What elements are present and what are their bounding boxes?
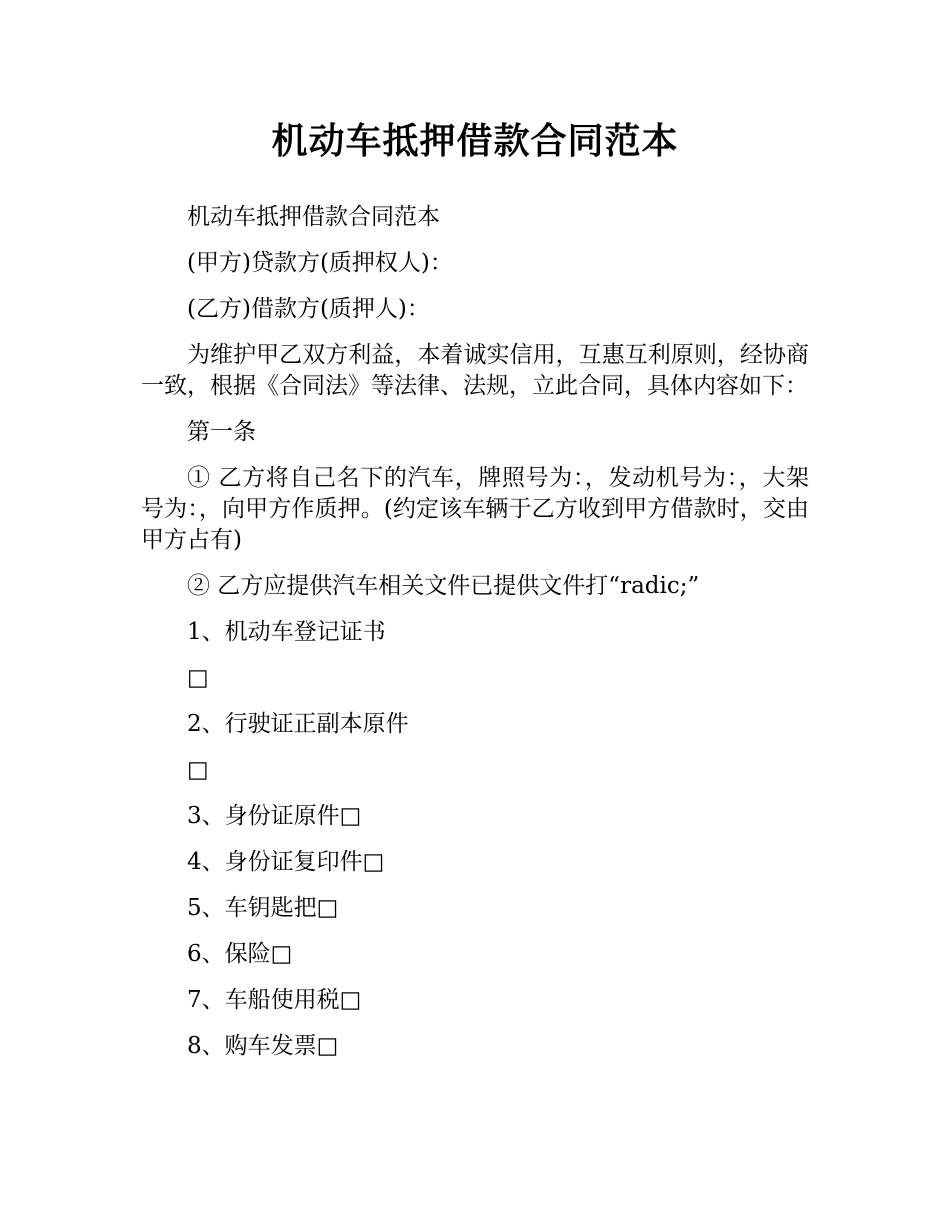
document-title: 机动车抵押借款合同范本 <box>271 121 679 162</box>
paragraph-party-b: (乙方)借款方(质押人)： <box>187 296 430 322</box>
paragraph-heading-repeat: 机动车抵押借款合同范本 <box>187 204 440 230</box>
list-item-driving-license: 2、行驶证正副本原件 <box>187 711 409 737</box>
list-item-insurance: 6、保险□ <box>187 941 293 967</box>
paragraph-clause-1: ① 乙方将自己名下的汽车，牌照号为：，发动机号为：，大架号为：，向甲方作质押。(约定该车辆于乙方收到甲方借款时，交由甲方占有) <box>141 465 809 553</box>
checkbox-registration-certificate: □ <box>187 665 209 691</box>
paragraph-preamble: 为维护甲乙双方利益，本着诚实信用，互惠互利原则，经协商一致，根据《合同法》等法律、法规，立此合同，具体内容如下： <box>141 342 809 399</box>
paragraph-clause-2: ② 乙方应提供汽车相关文件已提供文件打“radic;” <box>187 573 700 599</box>
list-item-purchase-invoice: 8、购车发票□ <box>187 1033 339 1059</box>
paragraph-article-one: 第一条 <box>187 419 256 445</box>
list-item-vehicle-tax: 7、车船使用税□ <box>187 987 362 1013</box>
list-item-id-original: 3、身份证原件□ <box>187 803 362 829</box>
list-item-registration-certificate: 1、机动车登记证书 <box>187 619 386 645</box>
paragraph-party-a: (甲方)贷款方(质押权人)： <box>187 250 453 276</box>
list-item-id-copy: 4、身份证复印件□ <box>187 849 385 875</box>
document-body <box>141 202 809 1077</box>
list-item-car-keys: 5、车钥匙把□ <box>187 895 339 921</box>
checkbox-driving-license: □ <box>187 757 209 783</box>
